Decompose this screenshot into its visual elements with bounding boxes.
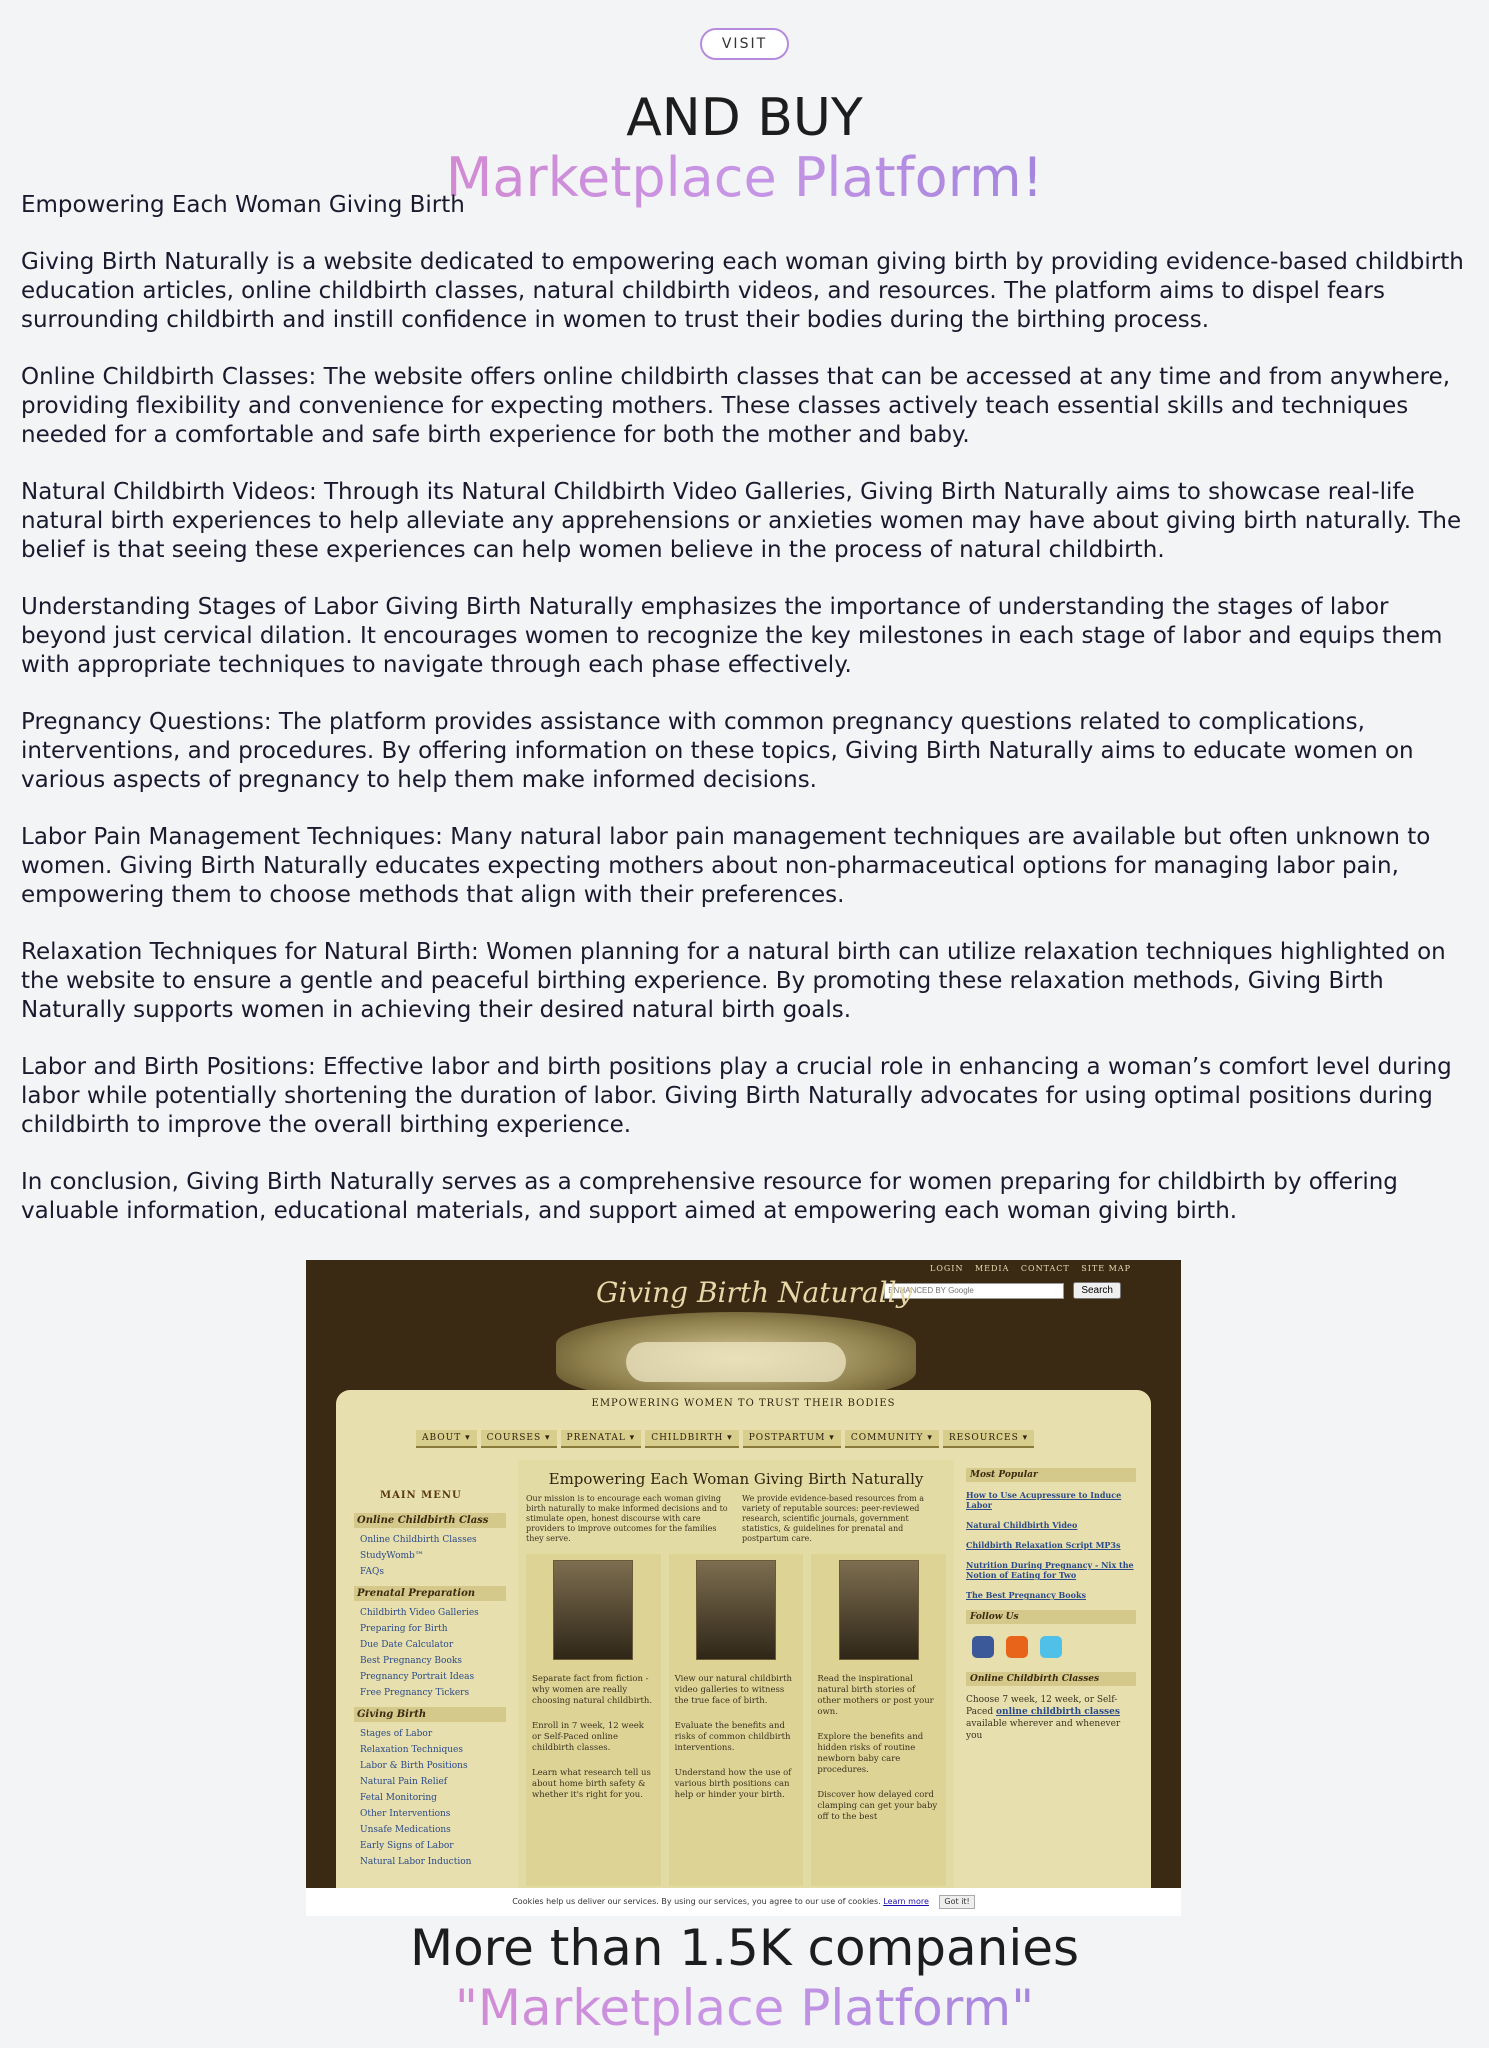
card-text: Separate fact from fiction - why women are really choosing natural childbirth.: [532, 1674, 653, 1706]
menu-item[interactable]: Natural Labor Induction: [360, 1857, 472, 1867]
top-links: [922, 1264, 1131, 1273]
feature-cards: [518, 1544, 954, 1886]
website-screenshot: [306, 1260, 1181, 1916]
card-text: Learn what research tell us about home birth safety & whether it's right for you.: [532, 1768, 651, 1800]
search-box: [884, 1278, 1121, 1299]
main-nav: [416, 1425, 1038, 1448]
ocd-tail: available wherever and whenever you: [966, 1719, 1121, 1741]
article-paragraph: Understanding Stages of Labor Giving Birth Naturally emphasizes the importance of understanding the stages of labor beyond just cervical dilation. It encourages women to recognize the key milestones in each stage of labor and equips them with appropriate techniques to navigate through each phase effectively.: [21, 594, 1443, 678]
menu-item[interactable]: Unsafe Medications: [360, 1825, 451, 1835]
menu-item[interactable]: Pregnancy Portrait Ideas: [360, 1672, 475, 1682]
footer-headline: More than 1.5K companies: [409, 1919, 1080, 1977]
most-popular-title: Most Popular: [966, 1468, 1136, 1482]
nav-postpartum[interactable]: POSTPARTUM ▾: [743, 1430, 841, 1448]
menu-item[interactable]: Labor & Birth Positions: [360, 1761, 468, 1771]
ocd-text: Choose 7 week, 12 week, or Self- Paced: [966, 1695, 1118, 1717]
menu-section-title: Giving Birth: [354, 1707, 506, 1722]
childbirth-photo[interactable]: [696, 1560, 776, 1660]
article-heading: Empowering Each Woman Giving Birth: [21, 192, 465, 218]
menu-item[interactable]: Early Signs of Labor: [360, 1841, 454, 1851]
menu-item[interactable]: Due Date Calculator: [360, 1640, 454, 1650]
main-menu-title: MAIN MENU: [380, 1490, 462, 1501]
search-button[interactable]: Search: [1073, 1282, 1121, 1299]
nav-childbirth[interactable]: CHILDBIRTH ▾: [645, 1430, 739, 1448]
card-text: Enroll in 7 week, 12 week or Self-Paced online childbirth classes.: [532, 1721, 644, 1753]
nav-about[interactable]: ABOUT ▾: [416, 1430, 477, 1448]
article-paragraph: Relaxation Techniques for Natural Birth: Women planning for a natural birth can utilize relaxation techniques highlighted on the website to ensure a gentle and peaceful birthing experience. By promoting these relaxation methods, Giving Birth Naturally supports women in achieving their desired natural birth goals.: [21, 939, 1446, 1023]
social-icons: [966, 1632, 1136, 1660]
card-text: Read the inspirational natural birth stories of other mothers or post your own.: [817, 1674, 934, 1717]
popular-link[interactable]: Natural Childbirth Video: [966, 1520, 1078, 1530]
sitemap-link[interactable]: SITE MAP: [1081, 1264, 1131, 1273]
nav-courses[interactable]: COURSES ▾: [481, 1430, 557, 1448]
center-title: Empowering Each Woman Giving Birth Naturally: [548, 1470, 924, 1488]
visit-wrap: [0, 28, 1489, 60]
menu-item[interactable]: Relaxation Techniques: [360, 1745, 464, 1755]
contact-link[interactable]: CONTACT: [1020, 1264, 1070, 1273]
menu-item[interactable]: Fetal Monitoring: [360, 1793, 437, 1803]
site-logo[interactable]: Giving Birth Naturally: [596, 1276, 913, 1309]
ocd-title: Online Childbirth Classes: [966, 1672, 1136, 1686]
card-text: View our natural childbirth video galleries to witness the true face of birth.: [674, 1674, 792, 1706]
menu-item[interactable]: StudyWomb™: [360, 1551, 424, 1561]
menu-item[interactable]: Preparing for Birth: [360, 1624, 448, 1634]
article-paragraph: In conclusion, Giving Birth Naturally serves as a comprehensive resource for women preparing for childbirth by offering valuable information, educational materials, and support aimed at empowering each woman giving birth.: [21, 1169, 1398, 1224]
left-menu: [354, 1490, 506, 1870]
article-paragraph: Natural Childbirth Videos: Through its Natural Childbirth Video Galleries, Giving Birth Naturally aims to showcase real-life natural birth experiences to help alleviate any apprehensions or anxieties women may have about giving birth naturally. The belief is that seeing these experiences can help women believe in the process of natural childbirth.: [21, 479, 1462, 563]
prenatal-photo[interactable]: [553, 1560, 633, 1660]
menu-section-title: Prenatal Preparation: [354, 1586, 506, 1601]
login-link[interactable]: LOGIN: [930, 1264, 964, 1273]
popular-link[interactable]: Nutrition During Pregnancy - Nix the Notion of Eating for Two: [966, 1560, 1134, 1580]
media-link[interactable]: MEDIA: [974, 1264, 1010, 1273]
popular-link[interactable]: How to Use Acupressure to Induce Labor: [966, 1490, 1122, 1510]
hero-title: AND BUY: [626, 88, 863, 148]
mission-left: Our mission is to encourage each woman giving birth naturally to make informed decisions and to stimulate open, honest discourse with care providers to improve outcomes for the families they serve.: [526, 1494, 728, 1543]
site-tagline: EMPOWERING WOMEN TO TRUST THEIR BODIES: [591, 1398, 896, 1409]
menu-item[interactable]: Natural Pain Relief: [360, 1777, 448, 1787]
card-text: Discover how delayed cord clamping can get your baby off to the best: [817, 1790, 938, 1822]
right-sidebar: [966, 1468, 1136, 1742]
cookie-bar: [306, 1888, 1181, 1916]
visit-button[interactable]: VISIT: [700, 28, 789, 60]
popular-link[interactable]: Childbirth Relaxation Script MP3s: [966, 1540, 1121, 1550]
menu-item[interactable]: FAQs: [360, 1567, 384, 1577]
card-text: Understand how the use of various birth positions can help or hinder your birth.: [674, 1768, 792, 1800]
article-body: [21, 248, 1473, 1254]
nav-prenatal[interactable]: PRENATAL ▾: [561, 1430, 642, 1448]
ocd-box: [966, 1694, 1136, 1742]
card-childbirth: [669, 1554, 804, 1886]
card-postpartum: [811, 1554, 946, 1886]
article-paragraph: Online Childbirth Classes: The website offers online childbirth classes that can be accessed at any time and from anywhere, providing flexibility and convenience for expecting mothers. These classes actively teach essential skills and techniques needed for a comfortable and safe birth experience for both the mother and baby.: [21, 364, 1451, 448]
center-content: [518, 1460, 954, 1900]
menu-section-title: Online Childbirth Class: [354, 1513, 506, 1528]
mission-right: We provide evidence-based resources from a variety of reputable sources: peer-reviewed research, scientific journals, government statistics, & guidelines for prenatal and postpartum care.: [742, 1494, 925, 1543]
article-paragraph: Giving Birth Naturally is a website dedicated to empowering each woman giving birth by providing evidence-based childbirth education articles, online childbirth classes, natural childbirth videos, and resources. The platform aims to dispel fears surrounding childbirth and instill confidence in women to trust their bodies during the birthing process.: [21, 249, 1464, 333]
menu-item[interactable]: Free Pregnancy Tickers: [360, 1688, 470, 1698]
menu-item[interactable]: Childbirth Video Galleries: [360, 1608, 479, 1618]
popular-link[interactable]: The Best Pregnancy Books: [966, 1590, 1086, 1600]
cookie-ok-button[interactable]: Got it!: [939, 1895, 974, 1909]
article-paragraph: Pregnancy Questions: The platform provides assistance with common pregnancy questions related to complications, interventions, and procedures. By offering information on these topics, Giving Birth Naturally aims to educate women on various aspects of pregnancy to help them make informed decisions.: [21, 709, 1414, 793]
cookie-text: Cookies help us deliver our services. By using our services, you agree to our use of cookies.: [512, 1897, 881, 1906]
follow-title: Follow Us: [966, 1610, 1136, 1624]
facebook-icon[interactable]: [972, 1636, 994, 1658]
hero-subtitle: Marketplace Platform!: [0, 148, 1489, 208]
card-text: Evaluate the benefits and risks of common childbirth interventions.: [674, 1721, 791, 1753]
article-paragraph: Labor Pain Management Techniques: Many natural labor pain management techniques are available but often unknown to women. Giving Birth Naturally educates expecting mothers about non-pharmaceutical options for managing labor pain, empowering them to choose methods that align with their preferences.: [21, 824, 1431, 908]
card-text: Explore the benefits and hidden risks of routine newborn baby care procedures.: [817, 1732, 924, 1775]
hands-image: [626, 1342, 846, 1382]
twitter-icon[interactable]: [1040, 1636, 1062, 1658]
rss-icon[interactable]: [1006, 1636, 1028, 1658]
card-prenatal: [526, 1554, 661, 1886]
postpartum-photo[interactable]: [839, 1560, 919, 1660]
mission-text: [518, 1494, 954, 1544]
menu-item[interactable]: Stages of Labor: [360, 1729, 433, 1739]
nav-resources[interactable]: RESOURCES ▾: [943, 1430, 1034, 1448]
menu-item[interactable]: Other Interventions: [360, 1809, 451, 1819]
footer-subheadline: "Marketplace Platform": [0, 1978, 1489, 2038]
cookie-learn-more-link[interactable]: Learn more: [883, 1897, 929, 1906]
ocd-link[interactable]: online childbirth classes: [996, 1707, 1120, 1717]
menu-item[interactable]: Best Pregnancy Books: [360, 1656, 462, 1666]
article-paragraph: Labor and Birth Positions: Effective labor and birth positions play a crucial role in enhancing a woman’s comfort level during labor while potentially shortening the duration of labor. Giving Birth Naturally advocates for using optimal positions during childbirth to improve the overall birthing experience.: [21, 1054, 1452, 1138]
menu-item[interactable]: Online Childbirth Classes: [360, 1535, 477, 1545]
nav-community[interactable]: COMMUNITY ▾: [845, 1430, 939, 1448]
